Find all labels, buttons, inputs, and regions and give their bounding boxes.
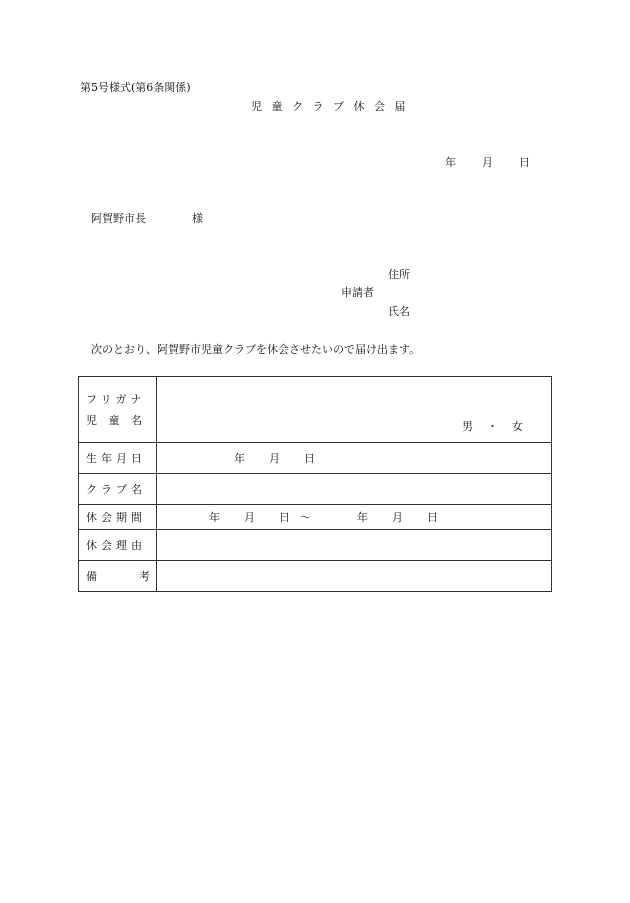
period-from-year: 年 — [209, 511, 220, 524]
remarks-label-cell — [79, 561, 157, 592]
addressee — [91, 213, 203, 224]
period-label: 休会期間 — [79, 505, 157, 530]
gender-female[interactable]: 女 — [512, 420, 523, 433]
period-units — [209, 509, 438, 525]
period-from-month: 月 — [244, 511, 255, 524]
table-row-child-name — [79, 377, 552, 443]
table-row-period — [79, 505, 552, 530]
date-year-label: 年 — [445, 156, 456, 169]
birth-month-label: 月 — [269, 452, 280, 465]
child-name-label: 児 童 名 — [86, 413, 146, 427]
date-month-label: 月 — [482, 156, 493, 169]
application-form-table — [78, 376, 552, 592]
remarks-label-first: 備 — [86, 570, 101, 583]
reason-label: 休会理由 — [79, 530, 157, 561]
birth-year-label: 年 — [234, 452, 245, 465]
period-tilde: 〜 — [300, 511, 311, 524]
gender-separator: ・ — [487, 420, 498, 433]
birthdate-field[interactable] — [157, 443, 552, 474]
table-row-reason — [79, 530, 552, 561]
remarks-label-second: 考 — [139, 570, 154, 583]
gender-selector[interactable] — [462, 418, 523, 434]
period-field[interactable] — [157, 505, 552, 530]
gender-male[interactable]: 男 — [462, 420, 473, 433]
address-label: 住所 — [388, 268, 410, 281]
reason-field[interactable] — [157, 530, 552, 561]
birth-day-label: 日 — [304, 452, 315, 465]
club-name-label: クラブ名 — [79, 474, 157, 505]
birthdate-units — [234, 450, 315, 466]
furigana-label: フリガナ — [86, 392, 146, 406]
child-name-field[interactable] — [157, 377, 552, 443]
applicant-label: 申請者 — [341, 286, 374, 299]
birthdate-label: 生年月日 — [79, 443, 157, 474]
table-row-birthdate — [79, 443, 552, 474]
table-row-club-name — [79, 474, 552, 505]
document-title: 児 童 ク ラ ブ 休 会 届 — [251, 100, 409, 113]
body-text: 次のとおり、阿賀野市児童クラブを休会させたいので届け出ます。 — [91, 343, 421, 356]
period-from-day: 日 — [279, 511, 290, 524]
period-to-month: 月 — [392, 511, 403, 524]
addressee-honorific: 様 — [192, 212, 203, 225]
child-name-label-cell — [79, 377, 157, 443]
club-name-field[interactable] — [157, 474, 552, 505]
addressee-name: 阿賀野市長 — [91, 212, 146, 225]
period-to-day: 日 — [427, 511, 438, 524]
form-number: 第5号様式(第6条関係) — [80, 81, 191, 94]
table-row-remarks — [79, 561, 552, 592]
remarks-field[interactable] — [157, 561, 552, 592]
date-day-label: 日 — [519, 156, 530, 169]
submission-date — [445, 157, 530, 168]
name-label: 氏名 — [388, 305, 410, 318]
period-to-year: 年 — [357, 511, 368, 524]
